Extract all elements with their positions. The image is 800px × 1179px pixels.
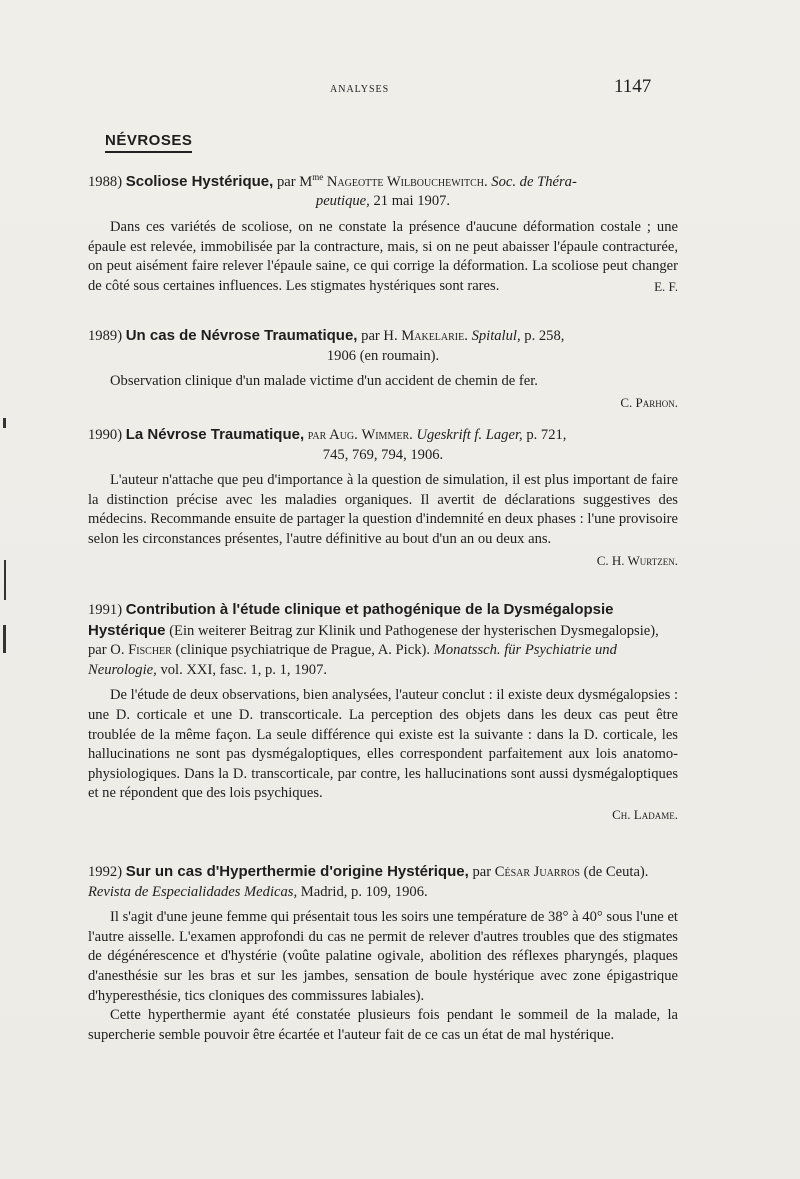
entry-number: 1992): [88, 864, 123, 880]
source: Ugeskrift f. Lager,: [416, 427, 523, 443]
abstract-body: Observation clinique d'un malade victime d'un accident de chemin de fer.: [110, 373, 538, 390]
abstract-body: [88, 218, 678, 296]
entry-title: Contribution à l'étude clinique et pathogénique de la Dysmégalopsie Hystérique: [88, 601, 614, 639]
abstract-body: Il s'agit d'une jeune femme qui présentait tous les soirs une température de 38° à 40° sous l'une et l'autre aisselle. L'examen approfondi du cas ne permit de relever d'autres troubles que des stigmates de dégénérescence et d'hystérie (voûte palatine ogivale, abolition des réflexes pharyngés, plaques d'anesthésie sur les bras et sur les jambes, sensation de boule hystérique avec zone épigastrique d'hyperesthésie, tics cloniques des commissures labiales).: [88, 909, 678, 1004]
author-name: Wimmer.: [361, 427, 413, 443]
author-prefix: par: [472, 864, 492, 880]
entry-heading: [88, 168, 678, 212]
affiliation: (de Ceuta).: [583, 864, 649, 880]
entry-1992: [88, 862, 678, 1045]
entry-title: Un cas de Névrose Traumatique,: [125, 327, 358, 344]
entry-heading: [88, 862, 678, 902]
entry-number: 1990): [88, 427, 123, 443]
pages: vol. XXI, fasc. 1, p. 1, 1907.: [160, 661, 328, 678]
entry-heading: [88, 600, 678, 680]
subtitle: (Ein weiterer Beitrag zur Klinik und Pathogenese der hysterischen Dysmegalopsie),: [169, 622, 659, 639]
page-number: 1147: [614, 76, 652, 97]
signature: E. F.: [654, 278, 678, 294]
author-prefix: par Aug.: [307, 427, 358, 443]
entry-number: 1989): [88, 328, 123, 344]
pages: p. 721,: [526, 427, 567, 443]
entry-heading: [88, 425, 678, 465]
entry-1989: [88, 326, 678, 412]
entry-title: Sur un cas d'Hyperthermie d'origine Hystérique,: [125, 863, 469, 880]
entry-1988: [88, 168, 678, 296]
source: Soc. de Théra-: [491, 173, 577, 190]
author-prefix: par M: [276, 173, 313, 190]
author-name: Nageotte Wilbouchewitch.: [326, 173, 488, 190]
source: Spitalul,: [471, 328, 521, 344]
date: 745, 769, 794, 1906.: [322, 446, 444, 463]
author-prefix: par O.: [88, 642, 125, 659]
source: Revista de Especialidades Medicas,: [88, 883, 298, 900]
entry-number: 1988): [88, 173, 123, 190]
section-title: NÉVROSES: [105, 132, 192, 153]
affiliation: (clinique psychiatrique de Prague, A. Pick).: [175, 642, 430, 659]
author-prefix: par H.: [361, 328, 398, 344]
scan-edge-mark: [3, 418, 6, 428]
source-cont: peutique,: [315, 193, 370, 210]
entry-1991: [88, 600, 678, 825]
entry-1990: [88, 425, 678, 570]
pages: Madrid, p. 109, 1906.: [300, 883, 428, 900]
signature: Ch. Ladame.: [612, 806, 678, 822]
signature: C. H. Wurtzen.: [596, 552, 678, 568]
running-head: ANALYSES: [330, 84, 390, 95]
abstract-body-2: Cette hyperthermie ayant été constatée plusieurs fois pendant le sommeil de la malade, la supercherie semble pouvoir être écartée et l'auteur fait de ce cas un état de mal hystérique.: [88, 1007, 678, 1043]
abstract-body: De l'étude de deux observations, bien analysées, l'auteur conclut : il existe deux dysmégalopsies : une D. corticale et une D. transcorticale. La perception des objets dans les deux cas peut être troublée de la même façon. La seule différence qui existe est la suivante : dans la D. corticale, les hallucinations ne sont pas dysmégaloptiques, elles correspondent parfaitement aux lois anatomo-physiologiques. Dans la D. transcorticale, par contre, les hallucinations sont aussi dysmégaloptiques et ne répondent que des lois psychiques.: [88, 687, 678, 802]
author-name: César Juarros: [494, 864, 580, 880]
entry-heading: [88, 326, 678, 366]
entry-title: Scoliose Hystérique,: [125, 172, 274, 190]
author-name: Makelarie.: [401, 328, 468, 344]
source: Monatssch. für Psychiatrie und Neurologie,: [88, 642, 617, 678]
date: 1906 (en roumain).: [326, 347, 440, 364]
entry-number: 1991): [88, 602, 123, 618]
entry-title: La Névrose Traumatique,: [125, 426, 305, 443]
pages: p. 258,: [524, 328, 565, 344]
scan-edge-mark: [3, 625, 6, 653]
date: 21 mai 1907.: [373, 193, 451, 210]
author-name: Fischer: [128, 642, 172, 659]
scan-edge-mark: [4, 560, 6, 600]
author-title-sup: me: [312, 172, 324, 182]
signature: C. Parhon.: [620, 394, 678, 410]
abstract-body: L'auteur n'attache que peu d'importance à la question de simulation, il est plus important de faire la distinction précise avec les maladies organiques. Il avertit de déclarations suggestives des médecins. Recommande ensuite de partager la question d'indemnité en deux phases : l'une provisoire selon les circonstances présentes, l'autre définitive au bout d'un an ou deux ans.: [88, 472, 678, 547]
abstract-text: Dans ces variétés de scoliose, on ne constate la présence d'aucune déformation costale ; une épaule est relevée, immobilisée par la contracture, mais, si on ne peut abaisser l'épaule contracturée, on peut aisément faire relever l'épaule saine, ce qui corrige la déformation. La scoliose peut changer de côté sous certaines influences. Les stigmates hystériques sont rares.: [88, 219, 678, 294]
